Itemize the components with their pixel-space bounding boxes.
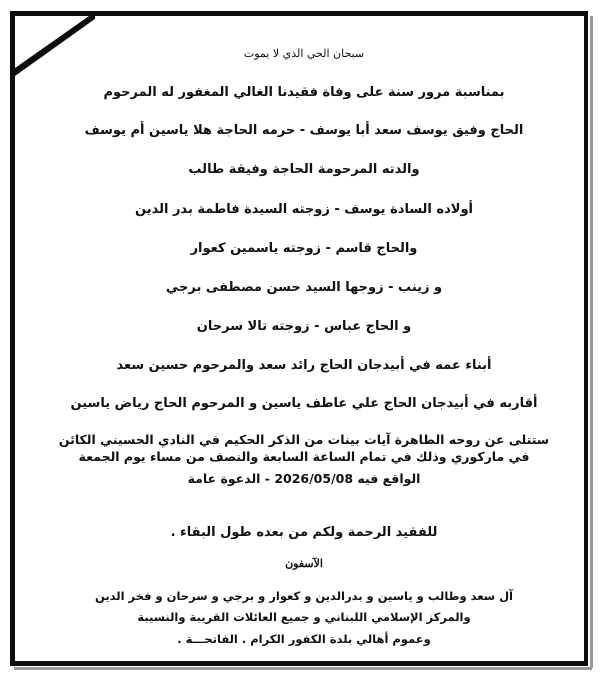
mother-line: والدته المرحومة الحاجة وفيقة طالب (188, 162, 420, 177)
children-line-3: و زينب - زوجها السيد حسن مصطفى برجي (165, 280, 443, 295)
cousins-line: أبناء عمه في أبيدجان الحاج رائد سعد والمرحوم حسين سعد (116, 358, 492, 373)
announcement-line: بمناسبة مرور سنة على وفاة فقيدنا الغالي المغفور له المرحوم (103, 85, 505, 100)
deceased-name-line: الحاج وفيق يوسف سعد أبا يوسف - حرمه الحاجة هلا ياسين أم يوسف (84, 123, 524, 138)
mourners-title: الآسفون (285, 557, 323, 570)
families-line-2: والمركز الإسلامي اللبناني و جميع العائلات القريبة والنسيبة (137, 610, 471, 624)
children-line-1: أولاده السادة يوسف - زوجته السيدة فاطمة بدر الدين (135, 202, 473, 217)
closing-line: للفقيد الرحمة ولكم من بعده طول البقاء . (170, 525, 438, 540)
frame-shadow-right (590, 16, 593, 668)
obituary-frame (10, 11, 588, 666)
frame-shadow-bottom (14, 667, 592, 670)
children-line-2: والحاج قاسم - زوجته ياسمين كعوار (190, 241, 418, 256)
ceremony-line-2: في ماركوري وذلك في تمام الساعة السابعة والنصف من مساء يوم الجمعة (78, 449, 530, 464)
families-line-1: آل سعد وطالب و ياسين و بدرالدين و كعوار و برجي و سرحان و فخر الدين (94, 589, 513, 603)
children-line-4: و الحاج عباس - زوجته تالا سرحان (196, 319, 412, 334)
ceremony-line-3: الواقع فيه 2026/05/08 - الدعوة عامة (187, 471, 421, 486)
relatives-line: أقاربه في أبيدجان الحاج علي عاطف ياسين و المرحوم الحاج رياض ياسين (70, 396, 538, 411)
heading: سبحان الحي الذي لا يموت (243, 47, 365, 60)
ceremony-line-1: ستتلى عن روحه الطاهرة آيات بينات من الذكر الحكيم في النادي الحسيني الكائن (58, 432, 550, 447)
families-line-3: وعموم أهالي بلدة الكفور الكرام . الفاتحـــة . (177, 632, 431, 646)
